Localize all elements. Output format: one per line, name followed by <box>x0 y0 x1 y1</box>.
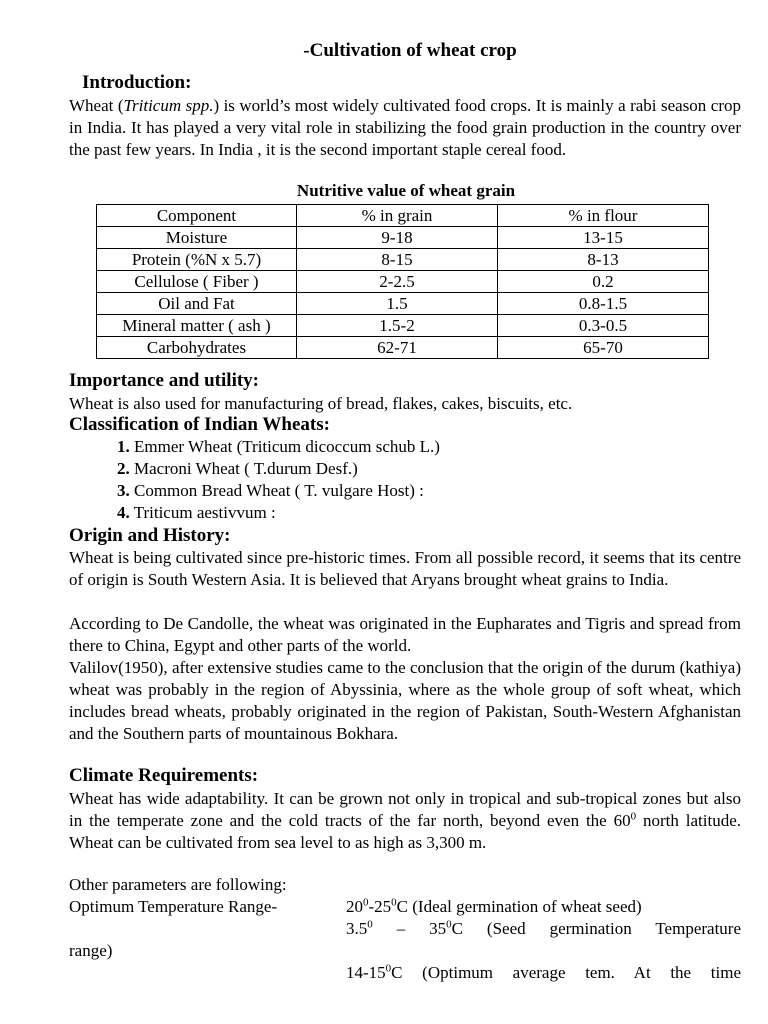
list-item-text: Triticum aestivvum : <box>129 503 276 522</box>
intro-text-after: ) is world’s most widely cultivated food crops. It is mainly a rabi season crop in India. It has played a very vital role in stabilizing the food grain production in the country over the past few years. In India , it is the second important staple cereal food. <box>69 96 741 159</box>
list-item <box>117 480 440 502</box>
table-cell: 62-71 <box>297 337 498 359</box>
table-cell: Mineral matter ( ash ) <box>97 315 297 337</box>
classification-heading: Classification of Indian Wheats: <box>69 414 330 435</box>
temperature-range-label: Optimum Temperature Range- <box>69 897 278 916</box>
temperature-line-2-continued: range) <box>69 941 113 960</box>
temperature-line-3 <box>346 962 741 984</box>
list-item-number: 1. <box>117 437 130 456</box>
list-item <box>117 458 440 480</box>
list-item-text: Macroni Wheat ( T.durum Desf.) <box>129 459 358 478</box>
table-cell: 9-18 <box>297 227 498 249</box>
table-header-cell: % in grain <box>297 205 498 227</box>
degree-superscript: 0 <box>391 896 397 909</box>
degree-superscript: 0 <box>630 810 637 823</box>
nutritive-value-table <box>96 204 709 359</box>
table-row <box>97 249 709 271</box>
table-cell: 1.5 <box>297 293 498 315</box>
table-cell: 13-15 <box>498 227 709 249</box>
table-cell: 8-15 <box>297 249 498 271</box>
table-cell: Oil and Fat <box>97 293 297 315</box>
table-cell: Protein (%N x 5.7) <box>97 249 297 271</box>
temperature-line-1 <box>346 896 642 918</box>
list-item <box>117 436 440 458</box>
t3-a: 14-15 <box>346 963 386 982</box>
table-row <box>97 271 709 293</box>
table-cell: 65-70 <box>498 337 709 359</box>
table-header-cell: % in flour <box>498 205 709 227</box>
page-title: -Cultivation of wheat crop <box>303 40 517 61</box>
table-row <box>97 293 709 315</box>
introduction-heading: Introduction: <box>82 72 192 93</box>
importance-text: Wheat is also used for manufacturing of bread, flakes, cakes, biscuits, etc. <box>69 394 573 413</box>
degree-superscript: 0 <box>385 962 392 975</box>
t2-a: 3.5 <box>346 919 368 938</box>
table-cell: Carbohydrates <box>97 337 297 359</box>
t3-c: C (Optimum average tem. At the time <box>391 963 741 982</box>
table-cell: 1.5-2 <box>297 315 498 337</box>
t2-b: – 35 <box>372 919 447 938</box>
intro-scientific-name: Triticum spp. <box>123 96 214 115</box>
table-cell: 0.2 <box>498 271 709 293</box>
degree-superscript: 0 <box>446 918 452 931</box>
table-cell: 0.3-0.5 <box>498 315 709 337</box>
origin-paragraph-1: Wheat is being cultivated since pre-historic times. From all possible record, it seems that its centre of origin is South Western Asia. It is believed that Aryans brought wheat grains to India. <box>69 548 741 589</box>
table-cell: Cellulose ( Fiber ) <box>97 271 297 293</box>
table-cell: Moisture <box>97 227 297 249</box>
degree-superscript: 0 <box>367 918 373 931</box>
table-row <box>97 315 709 337</box>
climate-paragraph <box>69 788 741 854</box>
table-cell: 2-2.5 <box>297 271 498 293</box>
climate-text-b: north latitude. Wheat can be cultivated from sea level to as high as 3,300 m. <box>69 811 741 852</box>
table-row <box>97 227 709 249</box>
t1-b: -25 <box>368 897 392 916</box>
table-header-cell: Component <box>97 205 297 227</box>
classification-list <box>117 436 440 524</box>
list-item-text: Common Bread Wheat ( T. vulgare Host) : <box>129 481 424 500</box>
degree-superscript: 0 <box>363 896 369 909</box>
intro-text-before: Wheat ( <box>69 96 124 115</box>
t2-c: C (Seed germination Temperature <box>451 919 742 938</box>
origin-heading: Origin and History: <box>69 525 231 546</box>
table-cell: 8-13 <box>498 249 709 271</box>
origin-paragraph-2: According to De Candolle, the wheat was originated in the Eupharates and Tigris and spread from there to China, Egypt and other parts of the world. <box>69 614 741 655</box>
table-row <box>97 337 709 359</box>
temperature-line-2 <box>346 918 741 940</box>
list-item-number: 2. <box>117 459 130 478</box>
table-header-row <box>97 205 709 227</box>
list-item <box>117 502 440 524</box>
list-item-number: 4. <box>117 503 130 522</box>
introduction-paragraph <box>69 95 741 161</box>
other-parameters-text: Other parameters are following: <box>69 875 287 894</box>
t1-a: 20 <box>346 897 363 916</box>
importance-heading: Importance and utility: <box>69 370 259 391</box>
list-item-number: 3. <box>117 481 130 500</box>
table-cell: 0.8-1.5 <box>498 293 709 315</box>
t1-c: C (Ideal germination of wheat seed) <box>396 897 642 916</box>
table-caption: Nutritive value of wheat grain <box>296 181 516 200</box>
climate-text-a: Wheat has wide adaptability. It can be grown not only in tropical and sub-tropical zones but also in the temperate zone and the cold tracts of the far north, beyond even the 60 <box>69 789 741 830</box>
list-item-text: Emmer Wheat (Triticum dicoccum schub L.) <box>129 437 440 456</box>
origin-paragraph-3: Valilov(1950), after extensive studies came to the conclusion that the origin of the durum (kathiya) wheat was probably in the region of Abyssinia, where as the whole group of soft wheat, which includes bread wheats, probably originated in the region of Pakistan, South-Western Afghanistan and the Southern parts of mountainous Bokhara. <box>69 658 741 743</box>
climate-heading: Climate Requirements: <box>69 765 259 786</box>
